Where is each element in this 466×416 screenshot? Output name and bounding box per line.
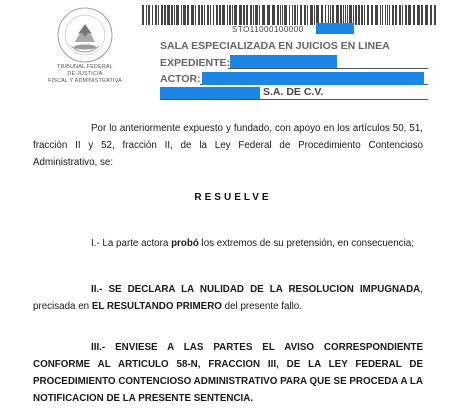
barcode-bar	[347, 5, 348, 25]
barcode-bar	[289, 5, 290, 25]
barcode-bar	[430, 5, 432, 25]
barcode-bar	[297, 5, 298, 25]
barcode-bar	[367, 5, 369, 25]
seal-caption-2: DE JUSTICIA	[67, 71, 103, 77]
barcode-bar	[232, 5, 233, 25]
barcode-bar	[294, 5, 296, 25]
barcode-bar	[345, 5, 346, 25]
barcode-bar	[355, 5, 357, 25]
barcode-bar	[395, 5, 397, 25]
barcode-bar	[158, 5, 159, 25]
barcode-bar	[239, 5, 242, 25]
barcode-bar	[425, 5, 428, 25]
barcode-bar	[171, 5, 173, 25]
barcode-bar	[243, 5, 245, 25]
barcode-bar	[380, 5, 381, 25]
actor-suffix: S.A. DE C.V.	[263, 86, 324, 98]
barcode-bar	[227, 5, 228, 25]
barcode-bar	[191, 5, 194, 25]
expediente-label: EXPEDIENTE:	[160, 57, 231, 69]
barcode-bar	[152, 5, 153, 25]
barcode-bar	[421, 5, 423, 25]
barcode-bar	[385, 5, 386, 25]
barcode-bar	[408, 5, 411, 25]
barcode-bar	[210, 5, 211, 25]
barcode-bar	[434, 5, 436, 25]
barcode-bar	[304, 5, 306, 25]
redaction-block	[160, 87, 260, 99]
barcode-bar	[340, 5, 342, 25]
redaction-block	[316, 23, 354, 34]
barcode-bar	[314, 5, 315, 25]
barcode-bar	[201, 5, 203, 25]
sala-title: SALA ESPECIALIZADA EN JUICIOS EN LINEA	[160, 40, 390, 52]
barcode-bar	[364, 5, 365, 25]
actor-label: ACTOR:	[160, 73, 201, 85]
barcode-bar	[284, 5, 287, 25]
barcode-bar	[195, 5, 196, 25]
resolutivo-2: II.- SE DECLARA LA NULIDAD DE LA RESOLUCION IMPUGNADA, precisada en EL RESULTANDO PRIMERO del presente fallo.	[33, 284, 423, 312]
barcode-bar	[146, 5, 147, 25]
redaction-block	[202, 72, 424, 85]
barcode-bar	[176, 5, 179, 25]
barcode-bar	[219, 5, 221, 25]
barcode-bar	[222, 5, 225, 25]
barcode-bar	[332, 5, 334, 25]
barcode-bar	[343, 5, 344, 25]
barcode-bar	[255, 5, 258, 25]
barcode-bar	[282, 5, 283, 25]
barcode-bar	[229, 5, 231, 25]
barcode-bar	[272, 5, 275, 25]
barcode-bar	[316, 5, 319, 25]
barcode-bar	[328, 5, 329, 25]
barcode-bar	[349, 5, 352, 25]
barcode-bar	[399, 5, 401, 25]
barcode-bar	[155, 5, 157, 25]
barcode-bar	[405, 5, 407, 25]
barcode-bar	[234, 5, 237, 25]
barcode-bar	[148, 5, 150, 25]
barcode-bar	[253, 5, 254, 25]
barcode-bar	[330, 5, 331, 25]
barcode-bar	[280, 5, 281, 25]
barcode-bar	[361, 5, 363, 25]
barcode-bar	[300, 5, 302, 25]
barcode-bar	[292, 5, 293, 25]
barcode-bar	[161, 5, 163, 25]
barcode-bar	[207, 5, 209, 25]
barcode-bar	[181, 5, 182, 25]
barcode-bar	[142, 5, 144, 25]
barcode-bar	[277, 5, 279, 25]
expediente-underline	[228, 68, 428, 69]
barcode-bar	[174, 5, 175, 25]
barcode-bar	[216, 5, 218, 25]
barcode-bar	[371, 5, 373, 25]
barcode-bar	[164, 5, 166, 25]
barcode-bar	[375, 5, 378, 25]
barcode-bar	[336, 5, 339, 25]
barcode-bar	[204, 5, 205, 25]
barcode-bar	[307, 5, 308, 25]
barcode-bar	[262, 5, 265, 25]
barcode-bar	[417, 5, 420, 25]
barcode-bar	[382, 5, 383, 25]
barcode-bar	[325, 5, 326, 25]
barcode-bar	[259, 5, 260, 25]
barcode	[142, 5, 436, 25]
barcode-bar	[392, 5, 394, 25]
barcode-bar	[402, 5, 403, 25]
barcode-bar	[213, 5, 214, 25]
barcode-bar	[198, 5, 200, 25]
barcode-bar	[413, 5, 415, 25]
barcode-bar	[353, 5, 354, 25]
barcode-bar	[387, 5, 388, 25]
paragraph-fundamento: Por lo anteriormente expuesto y fundado, con apoyo en los artículos 50, 51, fracción II y 52, fracción II, de la Ley Federal de Procedimiento Contencioso Administrativo, se:	[33, 123, 423, 168]
barcode-number: STO11000100000	[232, 25, 304, 34]
actor-underline-2	[160, 99, 428, 100]
barcode-bar	[167, 5, 170, 25]
barcode-bar	[187, 5, 189, 25]
barcode-bar	[267, 5, 270, 25]
barcode-bar	[310, 5, 313, 25]
barcode-bar	[389, 5, 390, 25]
seal-caption-3: FISCAL Y ADMINISTRATIVA	[48, 78, 122, 84]
barcode-bar	[183, 5, 186, 25]
barcode-bar	[321, 5, 323, 25]
barcode-bar	[246, 5, 248, 25]
seal-caption-1: TRIBUNAL FEDERAL	[56, 64, 114, 70]
barcode-bar	[358, 5, 360, 25]
resuelve-heading: RESUELVE	[194, 192, 272, 203]
resolutivo-1: I.- La parte actora probó los extremos de su pretensión, en consecuencia;	[91, 238, 414, 249]
barcode-bar	[250, 5, 252, 25]
tribunal-seal	[30, 6, 140, 85]
resolutivo-3: III.- ENVIESE A LAS PARTES EL AVISO CORRESPONDIENTE CONFORME AL ARTICULO 58-N, FRACCION III, DE LA LEY FEDERAL DE PROCEDIMIENTO CONTENCIOSO ADMINISTRATIVO PARA QUE SE PROCEDA A LA NOTIFICACION DE LA PRESENTE SENTENCIA.	[33, 342, 423, 404]
coat-of-arms-icon	[53, 6, 117, 64]
redaction-block	[230, 55, 337, 68]
